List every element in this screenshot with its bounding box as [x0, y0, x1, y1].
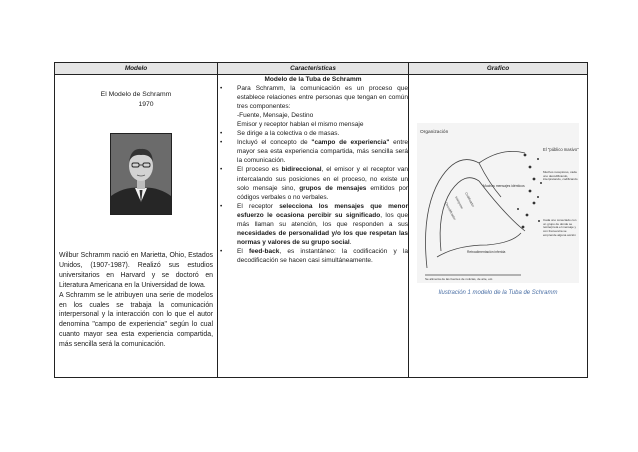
interpreter-label: Intérprete	[454, 195, 465, 210]
list-item: • Para Schramm, la comunicación es un proceso que establece relaciones entre personas que tengan en común tres componentes: -Fuente, Mensaje, Destino Emisor y receptor hablan el mismo mensaje	[218, 84, 408, 129]
model-biography	[59, 251, 213, 350]
bio-paragraph-1: Wilbur Schramm nació en Marietta, Ohio, Estados Unidos, (1907-1987). Realizó sus estudios universitarios en Harvard y se doctoró en Literatura Americana en la Universidad de Iowa.	[59, 252, 213, 289]
tuba-diagram	[417, 123, 579, 283]
model-cell	[55, 75, 218, 378]
graphic-cell	[409, 75, 588, 378]
list-item: • Incluyó el concepto de "campo de experiencia" entre mayor sea esta experiencia compartida, más sencilla será la comunicación.	[218, 138, 408, 165]
header-modelo: Modelo	[55, 63, 218, 75]
characteristics-heading: Modelo de la Tuba de Schramm	[264, 76, 362, 83]
inputs-label: Se alimenta de las fuentes de noticias, de arte, etc.	[425, 277, 494, 281]
characteristics-list	[218, 84, 408, 265]
bio-paragraph-2: A Schramm se le atribuyen una serie de modelos en los cuales se trabaja la comunicación interpersonal y la interacción con lo que el autor denomina "campo de experiencia" según lo cual cuanto mayor sea esta experiencia compartida, más sencilla será la comunicación.	[59, 291, 213, 349]
public-label: El "público masivo"	[543, 147, 579, 152]
figure-caption: Ilustración 1 modelo de la Tuba de Schramm	[438, 290, 558, 296]
content-table	[54, 62, 588, 378]
group-note: Cada uno conectado con un grupo de donde se reinterpreta el mensaje y con frecuencia se emprende alguna acción	[543, 219, 577, 237]
portrait-image	[111, 134, 171, 214]
list-item: • El proceso es bidireccional, el emisor y el receptor van intercalando sus posiciones en el proceso, no existe un solo mensaje sino, grupos de mensajes emitidos por códigos verbales o no verbales.	[218, 165, 408, 201]
characteristics-cell	[218, 75, 409, 378]
decoder-label: Decodificador	[444, 201, 457, 221]
header-grafico: Grafico	[409, 63, 588, 75]
model-title: El Modelo de Schramm	[100, 91, 172, 98]
org-label: Organización	[420, 130, 449, 135]
list-item: • Se dirige a la colectiva o de masas.	[218, 129, 408, 138]
messages-label: Muchos mensajes idénticos	[483, 184, 525, 188]
list-item: • El feed-back, es instantáneo: la codificación y la decodificación se hacen casi simultáneamente.	[218, 247, 408, 265]
model-year: 1970	[138, 101, 154, 108]
feedback-label: Retroalimentación inferida	[467, 250, 506, 254]
header-caracteristicas: Características	[218, 63, 409, 75]
coder-label: Codificador	[464, 191, 476, 208]
list-item: • El receptor selecciona los mensajes que menor esfuerzo le ocasiona percibir su significado, los que más llaman su atención, los que responden a sus necesidades de personalidad y/o los que respetan las normas y valores de su grupo social.	[218, 202, 408, 247]
tuba-diagram-svg	[417, 123, 579, 283]
schramm-portrait	[110, 133, 172, 215]
audience-note: Muchos receptores, cada uno decodificando, interpretando, codificando	[543, 171, 578, 182]
